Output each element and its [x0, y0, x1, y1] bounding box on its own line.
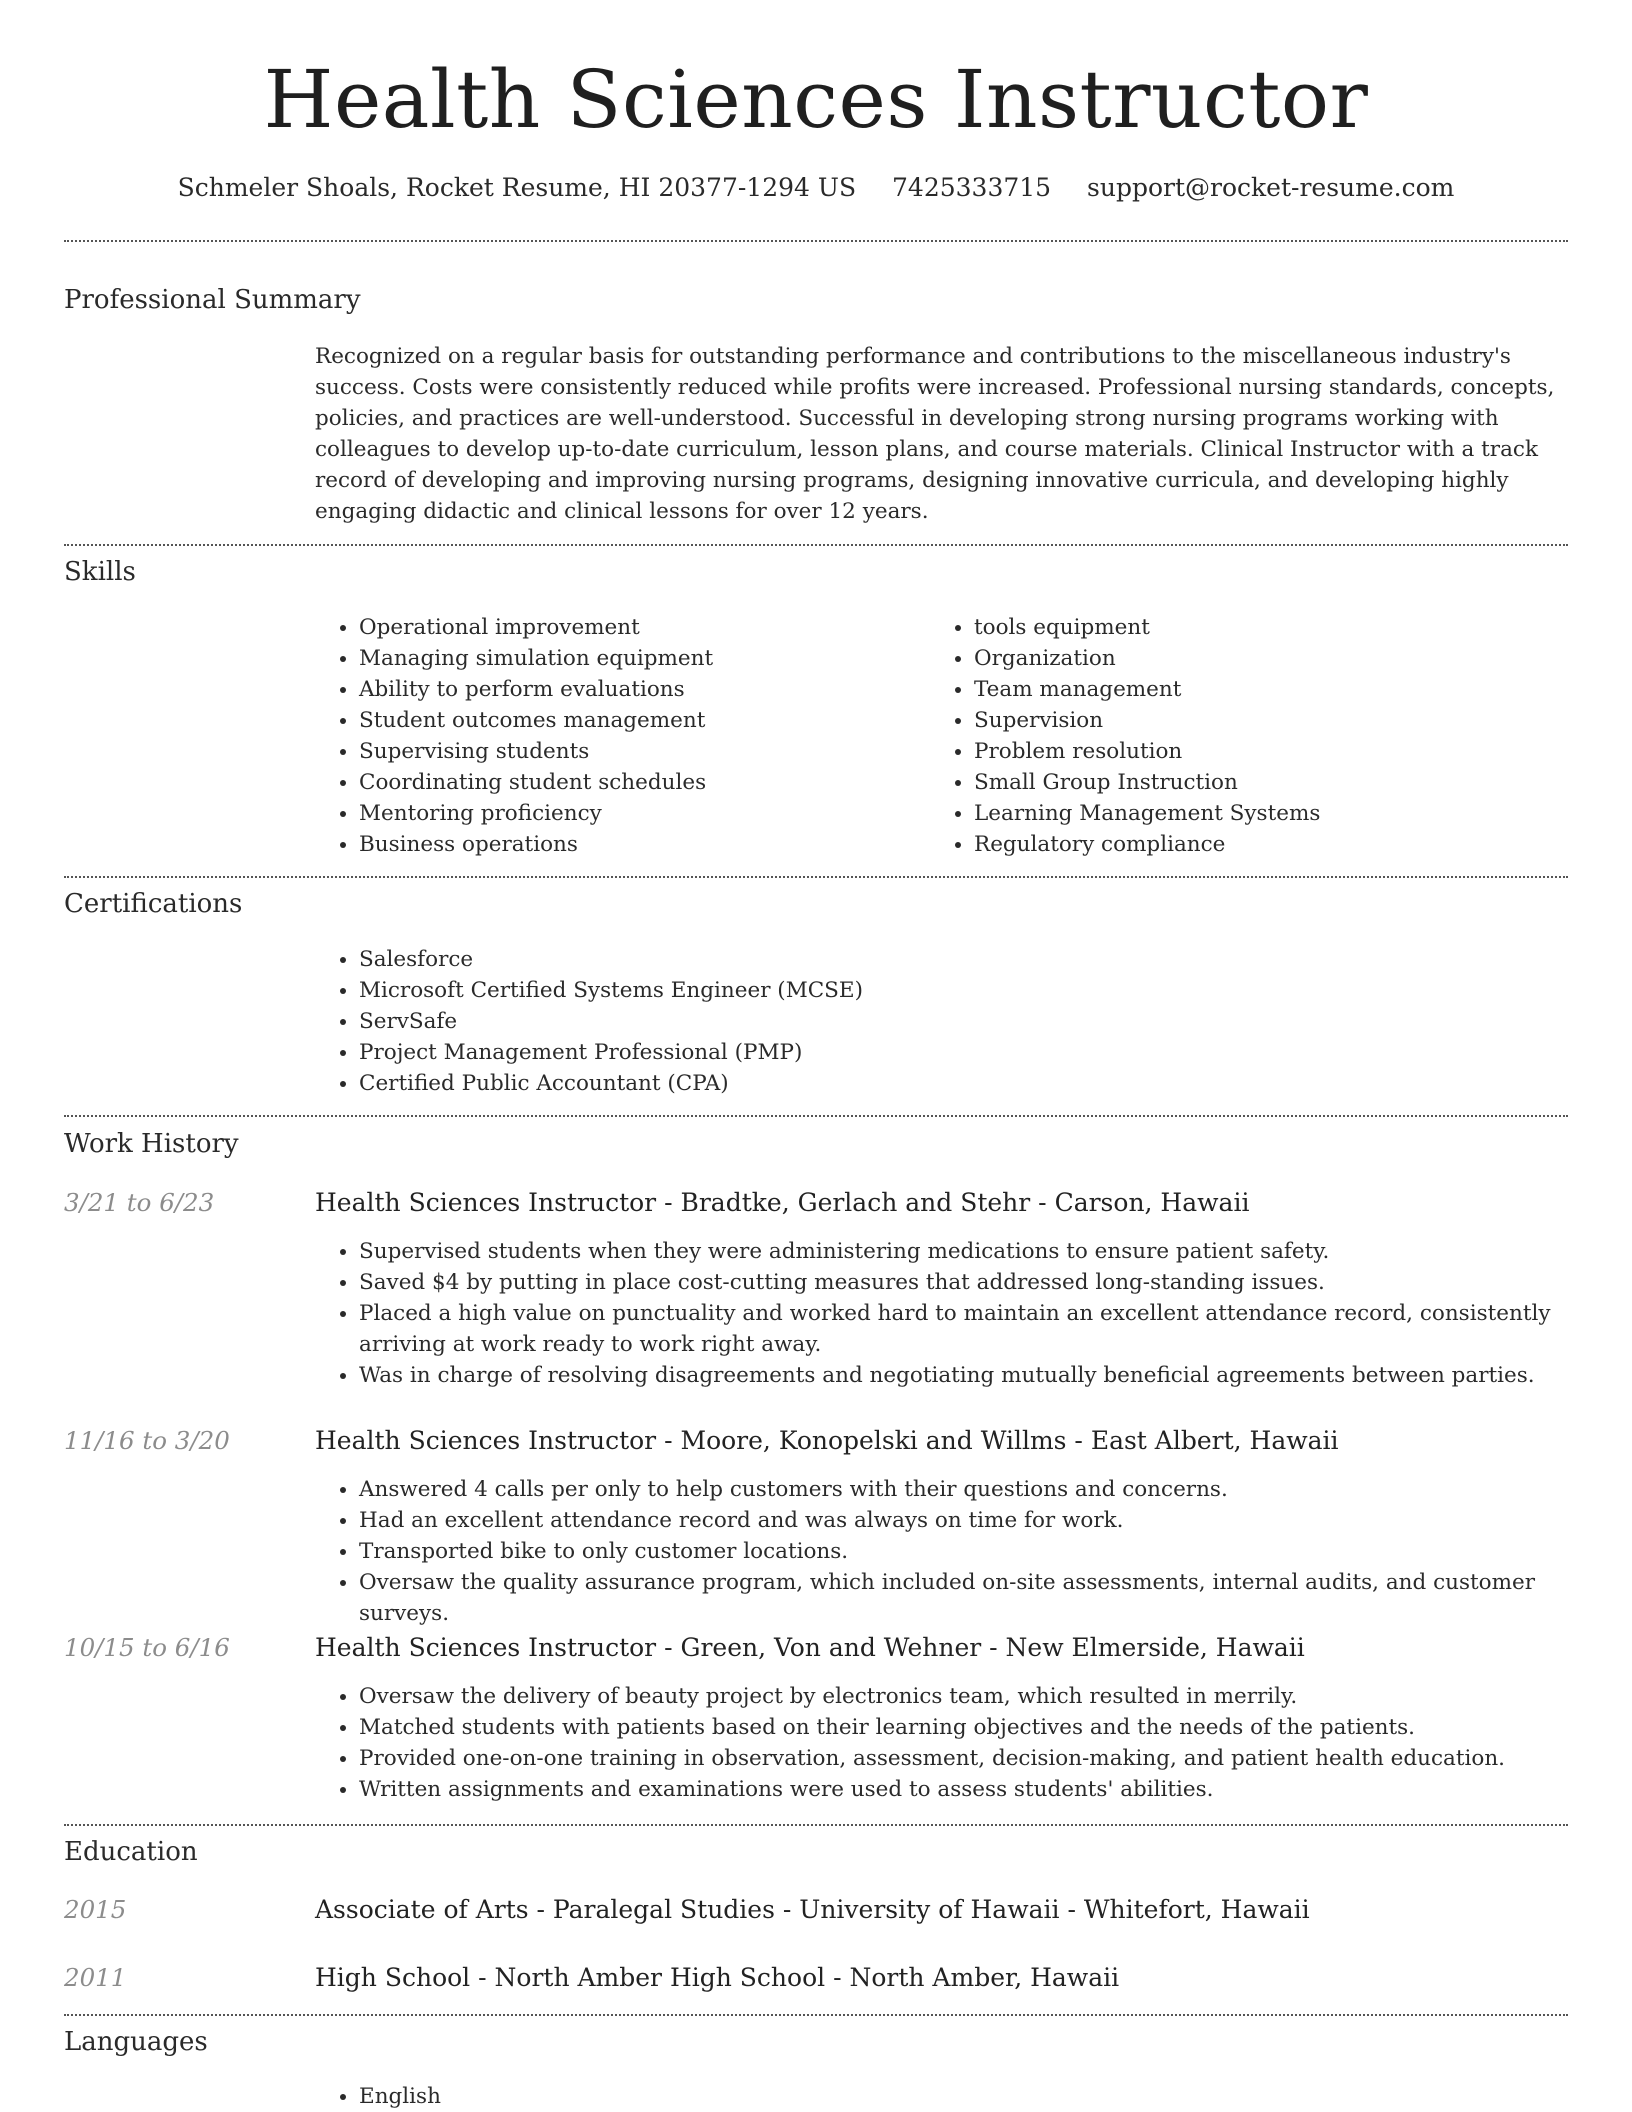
section-title-summary: Professional Summary — [64, 285, 361, 315]
job-heading: Health Sciences Instructor - Green, Von and Wehner - New Elmerside, Hawaii — [315, 1633, 1305, 1662]
section-title-skills: Skills — [64, 557, 136, 587]
skill-item: • Ability to perform evaluations — [359, 674, 919, 705]
language-item: • English — [359, 2081, 959, 2112]
divider — [64, 240, 1568, 242]
skill-item: • Learning Management Systems — [974, 798, 1534, 829]
summary-text: Recognized on a regular basis for outstanding performance and contributions to the miscellaneous industry's success. Costs were consistently reduced while profits were increased. Professional nursing standards, concepts, policies, and practices are well-understood. Successful in developing strong nursing programs working with colleagues to develop up-to-date curriculum, lesson plans, and course materials. Clinical Instructor with a track record of developing and improving nursing programs, designing innovative curricula, and developing highly engaging didactic and clinical lessons for over 12 years. — [315, 344, 1555, 524]
skill-item: • tools equipment — [974, 612, 1534, 643]
education-year: 2015 — [64, 1895, 127, 1924]
contact-line — [0, 170, 1632, 206]
certification-item: • Certified Public Accountant (CPA) — [359, 1068, 1559, 1099]
skill-item: • Supervision — [974, 705, 1534, 736]
divider — [64, 1115, 1568, 1117]
skills-list-left — [315, 612, 919, 860]
education-heading: Associate of Arts - Paralegal Studies - University of Hawaii - Whitefort, Hawaii — [315, 1895, 1310, 1924]
job-bullet: • Was in charge of resolving disagreements and negotiating mutually beneficial agreements between parties. — [359, 1360, 1609, 1391]
job-dates: 3/21 to 6/23 — [64, 1188, 215, 1217]
divider — [64, 1824, 1568, 1826]
divider — [64, 876, 1568, 878]
job-bullet: • Matched students with patients based on their learning objectives and the needs of the patients. — [359, 1712, 1609, 1743]
skill-item: • Mentoring proficiency — [359, 798, 919, 829]
certification-item: • Salesforce — [359, 944, 1559, 975]
skill-item: • Small Group Instruction — [974, 767, 1534, 798]
skill-item: • Student outcomes management — [359, 705, 919, 736]
job-bullet: • Had an excellent attendance record and was always on time for work. — [359, 1505, 1629, 1536]
job-dates: 10/15 to 6/16 — [64, 1633, 230, 1662]
skill-item: • Coordinating student schedules — [359, 767, 919, 798]
job-bullet: • Written assignments and examinations were used to assess students' abilities. — [359, 1774, 1609, 1805]
job-heading: Health Sciences Instructor - Moore, Konopelski and Willms - East Albert, Hawaii — [315, 1426, 1339, 1455]
contact-phone: 7425333715 — [892, 173, 1052, 202]
skill-item: • Business operations — [359, 829, 919, 860]
job-bullets — [315, 1681, 1609, 1805]
skill-item: • Supervising students — [359, 736, 919, 767]
certifications-list — [315, 944, 1559, 1099]
education-year: 2011 — [64, 1963, 127, 1992]
job-dates: 11/16 to 3/20 — [64, 1426, 230, 1455]
skill-item: • Problem resolution — [974, 736, 1534, 767]
job-heading: Health Sciences Instructor - Bradtke, Gerlach and Stehr - Carson, Hawaii — [315, 1188, 1250, 1217]
job-bullet: • Transported bike to only customer locations. — [359, 1536, 1629, 1567]
resume-name: Health Sciences Instructor — [263, 53, 1369, 146]
education-heading: High School - North Amber High School - North Amber, Hawaii — [315, 1963, 1120, 1992]
section-title-certifications: Certifications — [64, 889, 243, 919]
job-bullet: • Answered 4 calls per only to help customers with their questions and concerns. — [359, 1474, 1629, 1505]
section-title-work-history: Work History — [64, 1129, 239, 1159]
divider — [64, 544, 1568, 546]
job-bullets — [315, 1474, 1629, 1629]
job-bullet: • Provided one-on-one training in observation, assessment, decision-making, and patient health education. — [359, 1743, 1609, 1774]
contact-email: support@rocket-resume.com — [1087, 173, 1455, 202]
job-bullet: • Saved $4 by putting in place cost-cutting measures that addressed long-standing issues. — [359, 1267, 1609, 1298]
certification-item: • Project Management Professional (PMP) — [359, 1037, 1559, 1068]
job-bullet: • Oversaw the delivery of beauty project by electronics team, which resulted in merrily. — [359, 1681, 1609, 1712]
skill-item: • Regulatory compliance — [974, 829, 1534, 860]
certification-item: • Microsoft Certified Systems Engineer (MCSE) — [359, 975, 1559, 1006]
section-title-languages: Languages — [64, 2027, 208, 2057]
skill-item: • Team management — [974, 674, 1534, 705]
job-bullet: • Oversaw the quality assurance program, which included on-site assessments, internal audits, and customer surveys. — [359, 1567, 1629, 1629]
skills-list-right — [930, 612, 1534, 860]
contact-address: Schmeler Shoals, Rocket Resume, HI 20377-1294 US — [177, 173, 857, 202]
job-bullets — [315, 1236, 1609, 1391]
languages-list — [315, 2081, 959, 2112]
job-bullet: • Supervised students when they were administering medications to ensure patient safety. — [359, 1236, 1609, 1267]
certification-item: • ServSafe — [359, 1006, 1559, 1037]
section-title-education: Education — [64, 1837, 198, 1867]
job-bullet: • Placed a high value on punctuality and worked hard to maintain an excellent attendance record, consistently arriving at work ready to work right away. — [359, 1298, 1609, 1360]
skill-item: • Operational improvement — [359, 612, 919, 643]
divider — [64, 2014, 1568, 2016]
skill-item: • Managing simulation equipment — [359, 643, 919, 674]
skill-item: • Organization — [974, 643, 1534, 674]
